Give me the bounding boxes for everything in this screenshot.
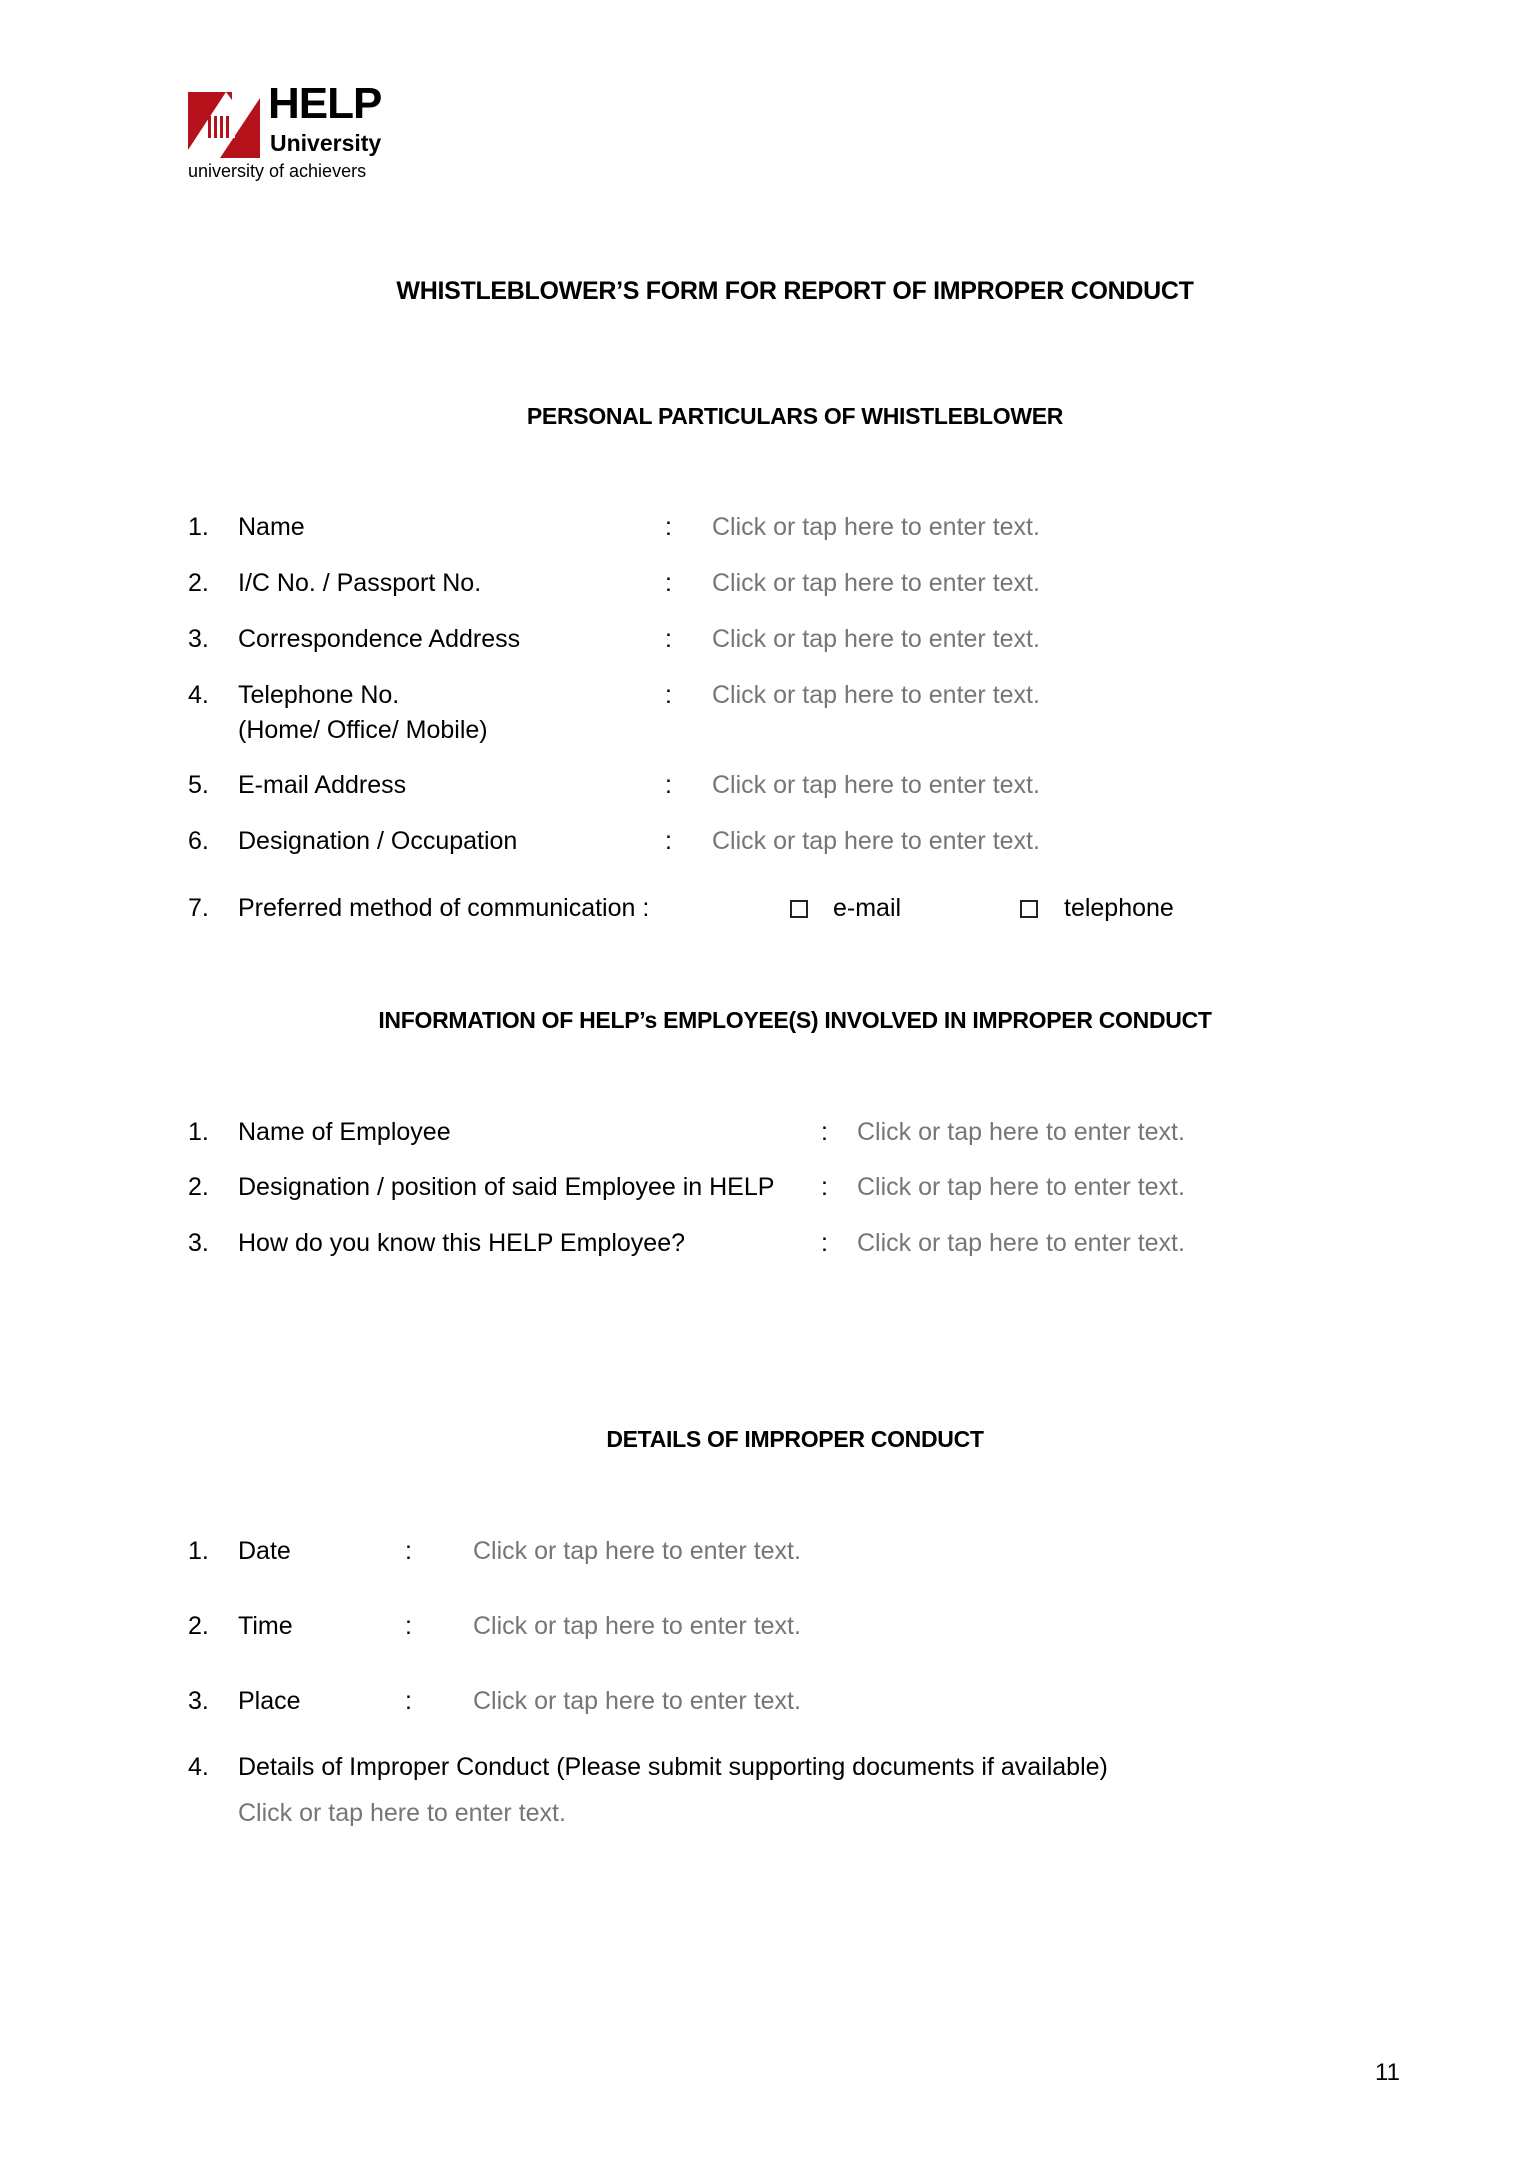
item-number: 6. (188, 827, 209, 855)
telephone-option-label[interactable]: telephone (1064, 894, 1174, 922)
address-field[interactable]: Click or tap here to enter text. (712, 625, 1040, 653)
colon: : (821, 1118, 828, 1146)
email-checkbox[interactable] (790, 900, 808, 918)
description-field[interactable]: Click or tap here to enter text. (238, 1799, 566, 1827)
field-label-description: Details of Improper Conduct (Please submit supporting documents if available) (238, 1753, 1108, 1781)
email-field[interactable]: Click or tap here to enter text. (712, 771, 1040, 799)
colon: : (405, 1687, 412, 1715)
item-number: 2. (188, 569, 209, 597)
field-label-place: Place (238, 1687, 301, 1715)
logo-tagline: university of achievers (188, 161, 367, 181)
field-label-name: Name (238, 513, 305, 541)
field-label-ic-passport: I/C No. / Passport No. (238, 569, 482, 597)
designation-field[interactable]: Click or tap here to enter text. (712, 827, 1040, 855)
employee-designation-field[interactable]: Click or tap here to enter text. (857, 1173, 1185, 1201)
field-label-address: Correspondence Address (238, 625, 521, 653)
help-logo-mark-icon (188, 92, 260, 158)
item-number: 5. (188, 771, 209, 799)
field-label-time: Time (238, 1612, 293, 1640)
field-label-employee-name: Name of Employee (238, 1118, 451, 1146)
field-label-designation: Designation / Occupation (238, 827, 518, 855)
field-label-email: E-mail Address (238, 771, 407, 799)
employee-relationship-field[interactable]: Click or tap here to enter text. (857, 1229, 1185, 1257)
item-number: 7. (188, 894, 209, 922)
page-number: 11 (1375, 2059, 1400, 2086)
colon: : (665, 569, 672, 597)
field-label-date: Date (238, 1537, 291, 1565)
logo-university-text: University (270, 130, 382, 156)
date-field[interactable]: Click or tap here to enter text. (473, 1537, 801, 1565)
item-number: 4. (188, 681, 209, 709)
help-university-logo (188, 79, 398, 190)
colon: : (405, 1612, 412, 1640)
telephone-field[interactable]: Click or tap here to enter text. (712, 681, 1040, 709)
colon: : (821, 1173, 828, 1201)
item-number: 3. (188, 1229, 209, 1257)
place-field[interactable]: Click or tap here to enter text. (473, 1687, 801, 1715)
section-heading-employee: INFORMATION OF HELP’s EMPLOYEE(S) INVOLVED IN IMPROPER CONDUCT (378, 1007, 1212, 1033)
item-number: 2. (188, 1173, 209, 1201)
field-label-employee-designation: Designation / position of said Employee in HELP (238, 1173, 775, 1201)
field-label-employee-relationship: How do you know this HELP Employee? (238, 1229, 685, 1257)
section-heading-personal: PERSONAL PARTICULARS OF WHISTLEBLOWER (526, 403, 1064, 429)
item-number: 1. (188, 1118, 209, 1146)
item-number: 1. (188, 513, 209, 541)
field-label-telephone-sub: (Home/ Office/ Mobile) (238, 716, 488, 744)
form-title: WHISTLEBLOWER’S FORM FOR REPORT OF IMPROPER CONDUCT (396, 277, 1194, 305)
item-number: 3. (188, 1687, 209, 1715)
colon: : (405, 1537, 412, 1565)
field-label-telephone: Telephone No. (238, 681, 400, 709)
item-number: 1. (188, 1537, 209, 1565)
colon: : (665, 827, 672, 855)
item-number: 2. (188, 1612, 209, 1640)
item-number: 4. (188, 1753, 209, 1781)
colon: : (665, 513, 672, 541)
employee-name-field[interactable]: Click or tap here to enter text. (857, 1118, 1185, 1146)
name-field[interactable]: Click or tap here to enter text. (712, 513, 1040, 541)
item-number: 3. (188, 625, 209, 653)
colon: : (821, 1229, 828, 1257)
field-label-communication: Preferred method of communication : (238, 894, 650, 922)
logo-help-text: HELP (268, 79, 382, 128)
colon: : (665, 681, 672, 709)
time-field[interactable]: Click or tap here to enter text. (473, 1612, 801, 1640)
email-option-label[interactable]: e-mail (833, 894, 902, 922)
colon: : (665, 771, 672, 799)
colon: : (665, 625, 672, 653)
ic-passport-field[interactable]: Click or tap here to enter text. (712, 569, 1040, 597)
section-heading-details: DETAILS OF IMPROPER CONDUCT (606, 1426, 984, 1452)
telephone-checkbox[interactable] (1020, 900, 1038, 918)
